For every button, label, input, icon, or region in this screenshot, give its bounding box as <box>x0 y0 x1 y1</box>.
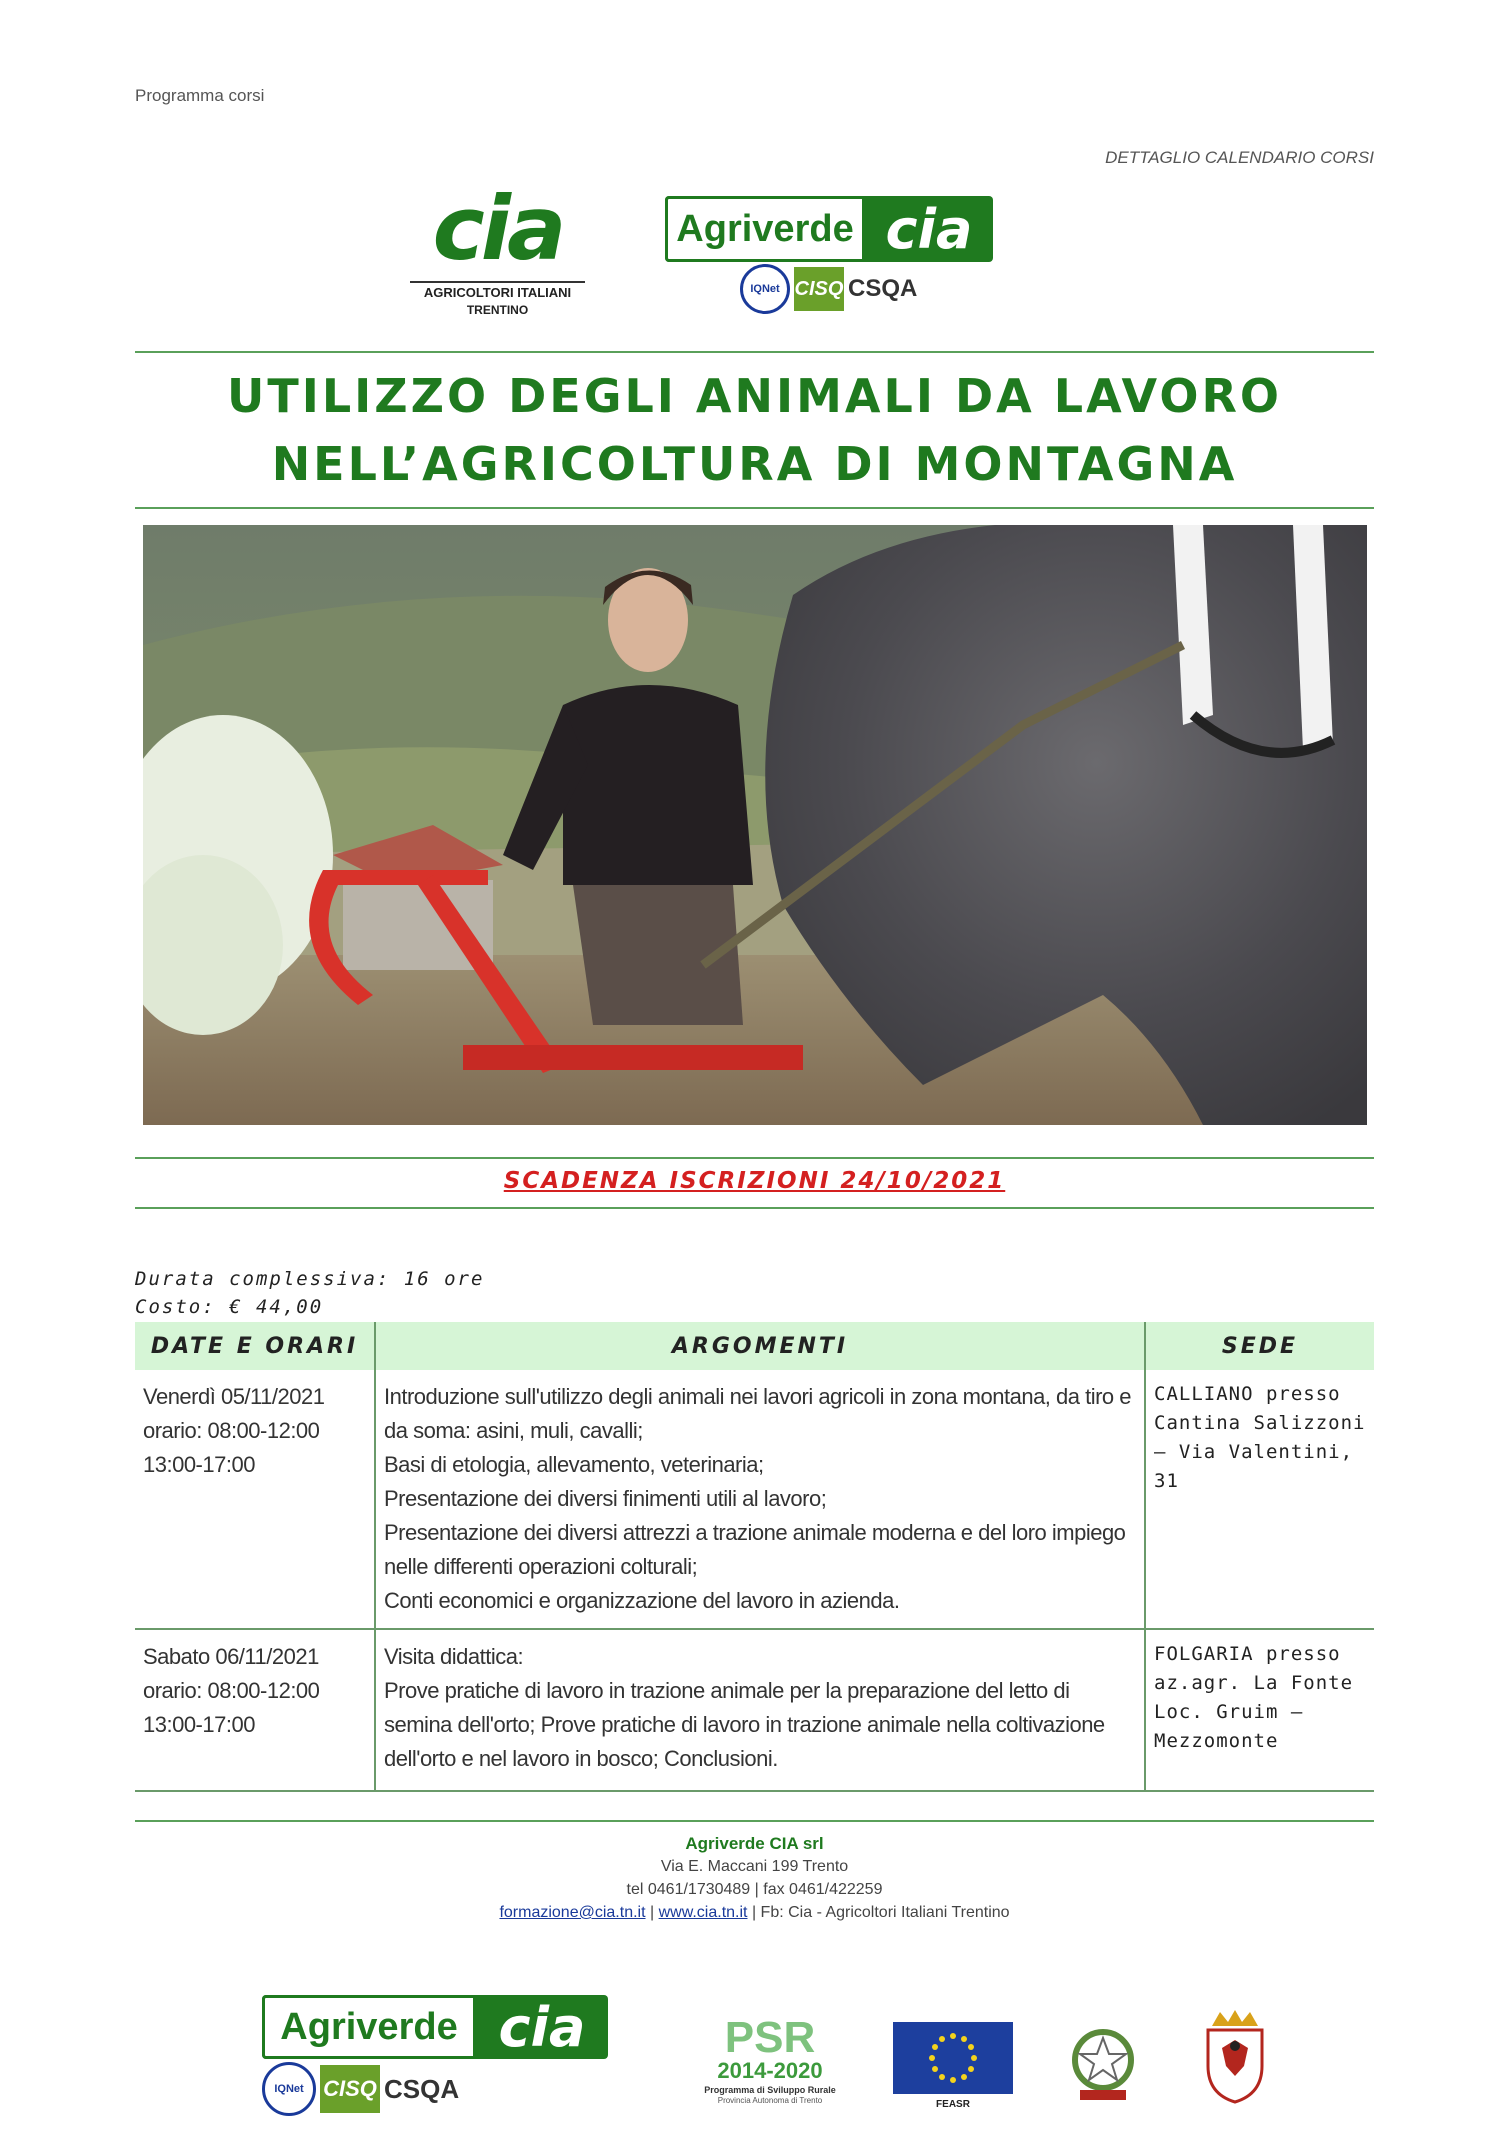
footer-company: Agriverde CIA srl <box>685 1834 824 1853</box>
psr-logo-mark: PSR <box>724 2013 816 2062</box>
footer-address: Via E. Maccani 199 Trento <box>660 1858 849 1875</box>
header-left-label: Programma corsi <box>135 86 265 105</box>
agriverde-logo-bottom <box>262 1995 608 2059</box>
csqa-logo: CSQA <box>848 275 918 302</box>
footer-email-link[interactable]: formazione@cia.tn.it <box>499 1904 646 1921</box>
title-line-1: UTILIZZO DEGLI ANIMALI DA LAVORO <box>227 369 1282 423</box>
csqa-logo-bottom: CSQA <box>384 2073 460 2104</box>
course-cost: Costo: € 44,00 <box>135 1296 324 1318</box>
psr-subtitle-2: Provincia Autonoma di Trento <box>717 2096 823 2105</box>
footer-facebook: | Fb: Cia - Agricoltori Italiani Trentino <box>747 1904 1010 1921</box>
iqnet-logo-bottom: IQNet <box>262 2062 316 2116</box>
deadline-rule-top <box>135 1157 1374 1159</box>
iqnet-logo: IQNet <box>740 264 790 314</box>
certification-logos-bottom <box>262 2062 459 2116</box>
footer-phone: tel 0461/1730489 | fax 0461/422259 <box>626 1881 883 1898</box>
cisq-logo-bottom: CISQ <box>320 2065 380 2113</box>
table-row <box>135 1629 1374 1791</box>
header-topics: ARGOMENTI <box>375 1322 1145 1370</box>
topic-item: Introduzione sull'utilizzo degli animali nei lavori agricoli in zona montana, da tiro e da soma: asini, muli, cavalli; <box>384 1384 1132 1443</box>
row-time-1: orario: 08:00-12:00 <box>143 1418 320 1443</box>
certification-logos <box>740 264 917 314</box>
footer-rule <box>135 1820 1374 1822</box>
schedule-table <box>135 1322 1374 1792</box>
cia-logo-sub2: TRENTINO <box>466 303 529 317</box>
row-venue: CALLIANO presso Cantina Salizzoni – Via Valentini, 31 <box>1145 1370 1374 1629</box>
agriverde-logo <box>665 196 993 262</box>
header-dates: DATE E ORARI <box>135 1322 375 1370</box>
table-header-row <box>135 1322 1374 1370</box>
row-time-1: orario: 08:00-12:00 <box>143 1678 320 1703</box>
republic-emblem-icon <box>1068 2022 1138 2108</box>
row-date: Sabato 06/11/2021 <box>143 1644 319 1669</box>
eu-flag-logo <box>893 2022 1013 2112</box>
psr-logo <box>695 2013 845 2118</box>
topic-item: Basi di etologia, allevamento, veterinaria; <box>384 1452 764 1477</box>
topic-item: Visita didattica: <box>384 1644 524 1669</box>
cia-logo-divider <box>410 281 585 283</box>
eu-flag-icon <box>893 2022 1013 2094</box>
row-topics-cell <box>375 1629 1145 1791</box>
footer-separator: | <box>645 1904 659 1921</box>
registration-deadline: SCADENZA ISCRIZIONI 24/10/2021 <box>503 1168 1006 1194</box>
row-time-2: 13:00-17:00 <box>143 1452 255 1477</box>
agriverde-logo-bottom-word: Agriverde <box>262 1995 476 2059</box>
cia-logo <box>410 177 585 320</box>
trentino-coat-of-arms <box>1200 2006 1270 2106</box>
row-topics-cell <box>375 1370 1145 1629</box>
feasr-label: FEASR <box>936 2099 970 2110</box>
title-rule-top <box>135 351 1374 353</box>
cia-logo-mark: cia <box>432 177 563 280</box>
italian-republic-emblem <box>1068 2022 1138 2108</box>
footer-contact <box>135 1832 1374 1924</box>
header-venue: SEDE <box>1145 1322 1374 1370</box>
psr-subtitle: Programma di Sviluppo Rurale <box>704 2085 836 2095</box>
row-venue: FOLGARIA presso az.agr. La Fonte Loc. Gruim – Mezzomonte <box>1145 1629 1374 1791</box>
row-date-cell <box>135 1370 375 1629</box>
footer-website-link[interactable]: www.cia.tn.it <box>658 1904 748 1921</box>
agriverde-logo-bottom-cia: cia <box>498 1995 586 2059</box>
cia-logo-sub1: AGRICOLTORI ITALIANI <box>423 285 572 300</box>
psr-years: 2014-2020 <box>717 2058 823 2083</box>
title-rule-bottom <box>135 507 1374 509</box>
topic-item: Presentazione dei diversi attrezzi a trazione animale moderna e del loro impiego nelle differenti operazioni colturali; <box>384 1520 1126 1579</box>
course-photo <box>143 525 1367 1125</box>
deadline-rule-bottom <box>135 1207 1374 1209</box>
title-line-2: NELL’AGRICOLTURA DI MONTAGNA <box>271 437 1238 491</box>
row-time-2: 13:00-17:00 <box>143 1712 255 1737</box>
table-row <box>135 1370 1374 1629</box>
cisq-logo: CISQ <box>794 267 844 311</box>
footer-links <box>135 1901 1374 1924</box>
agriverde-logo-cia: cia <box>885 197 973 261</box>
header-right-label: DETTAGLIO CALENDARIO CORSI <box>1105 148 1374 167</box>
row-date: Venerdì 05/11/2021 <box>143 1384 325 1409</box>
course-duration: Durata complessiva: 16 ore <box>135 1268 485 1290</box>
row-date-cell <box>135 1629 375 1791</box>
topic-item: Conti economici e organizzazione del lavoro in azienda. <box>384 1588 900 1613</box>
topic-item: Prove pratiche di lavoro in trazione animale per la preparazione del letto di semina dell'orto; Prove pratiche di lavoro in trazione animale nella coltivazione dell'orto e nel lavoro in bosco; Conclusioni. <box>384 1678 1105 1771</box>
coat-of-arms-icon <box>1200 2006 1270 2106</box>
topic-item: Presentazione dei diversi finimenti utili al lavoro; <box>384 1486 827 1511</box>
agriverde-logo-word: Agriverde <box>665 196 865 262</box>
